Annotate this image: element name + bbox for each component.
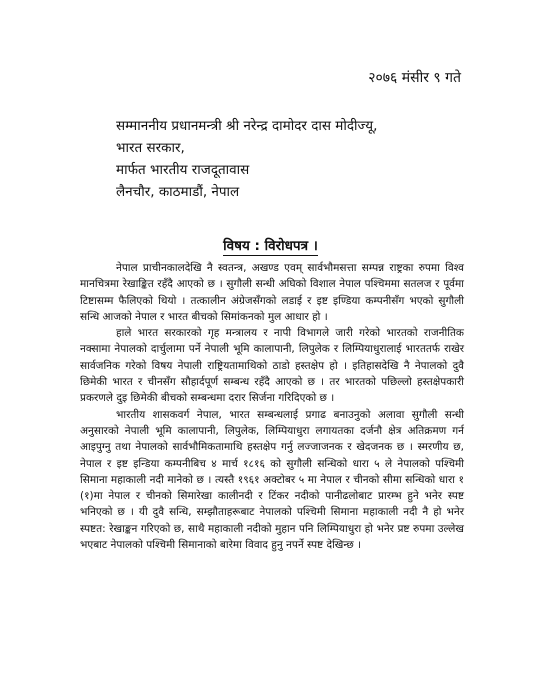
subject-line	[0, 236, 541, 254]
body-paragraph: हाले भारत सरकारको गृह मन्त्रालय र नापी विभागले जारी गरेको भारतको राजनीतिक नक्सामा नेपालको दार्चुलामा पर्ने नेपाली भूमि कालापानी, लिपुलेक र लिम्पियाधुरालाई भारततर्फ राखेर सार्वजनिक गरेको विषय नेपाली राष्ट्रियतामाथिको ठाडो हस्तक्षेप हो । इतिहासदेखि नै नेपालको दुवै छिमेकी भारत र चीनसँग सौहार्दपूर्ण सम्बन्ध रहँदै आएको छ । तर भारतको पछिल्लो हस्तक्षेपकारी प्रकरणले दुइ छिमेकी बीचको सम्बन्धमा दरार सिर्जना गरिदिएको छ ।	[80, 327, 464, 405]
subject-text: विषय : विरोधपत्र ।	[223, 238, 318, 254]
address-line-location: लैनचौर, काठमाडौं, नेपाल	[116, 184, 240, 200]
address-line-government: भारत सरकार,	[116, 140, 185, 156]
address-line-via: मार्फत भारतीय राजदूतावास	[116, 162, 250, 178]
letter-body	[80, 260, 464, 553]
recipient-address	[116, 115, 377, 203]
letter-date: २०७६ मंसीर ९ गते	[368, 70, 461, 86]
body-paragraph: भारतीय शासकवर्ग नेपाल, भारत सम्बन्धलाई प्रगाढ बनाउनुको अलावा सुगौली सन्धी अनुसारको नेपाली भूमि कालापानी, लिपुलेक, लिम्पियाधुरा लगायतका दर्जनौ क्षेत्र अतिक्रमण गर्न आइपुग्नु तथा नेपालको सार्वभौमिकतामाथि हस्तक्षेप गर्नु लज्जाजनक र खेदजनक छ । स्मरणीय छ, नेपाल र इष्ट इन्डिया कम्पनीबिच ४ मार्च १८१६ को सुगौली सन्धिको धारा ५ ले नेपालको पश्चिमी सिमाना महाकाली नदी मानेको छ । त्यस्तै १९६१ अक्टोबर ५ मा नेपाल र चीनको सीमा सन्धिको धारा १ (१)मा नेपाल र चीनको सिमारेखा कालीनदी र टिंकर नदीको पानीढलोबाट प्रारम्भ हुने भनेर स्पष्ट भनिएको छ । यी दुवै सन्धि, सम्झौताहरूबाट नेपालको पश्चिमी सिमाना महाकाली नदी नै हो भनेर स्पष्टत: रेखाङ्कन गरिएको छ, साथै महाकाली नदीको मुहान पनि लिम्पियाधुरा हो भनेर प्रष्ट रुपमा उल्लेख भएबाट नेपालको पश्चिमी सिमानाको बारेमा विवाद हुनु नपर्ने स्पष्ट देखिन्छ ।	[80, 408, 464, 552]
body-paragraph: नेपाल प्राचीनकालदेखि नै स्वतन्त्र, अखण्ड एवम् सार्वभौमसत्ता सम्पन्न राष्ट्रका रुपमा विश्व मानचित्रमा रेखाङ्कित रहँदै आएको छ । सुगौली सन्धी अघिको विशाल नेपाल पश्चिममा सतलज र पूर्वमा टिष्टासम्म फैलिएको थियो । तत्कालीन अंग्रेजसँगको लडाई र इष्ट इण्डिया कम्पनीसँग भएको सुगौली सन्धि आजको नेपाल र भारत बीचको सिमांकनको मुल आधार हो ।	[80, 262, 464, 323]
address-line-recipient: सम्माननीय प्रधानमन्त्री श्री नरेन्द्र दामोदर दास मोदीज्यू,	[116, 118, 378, 134]
